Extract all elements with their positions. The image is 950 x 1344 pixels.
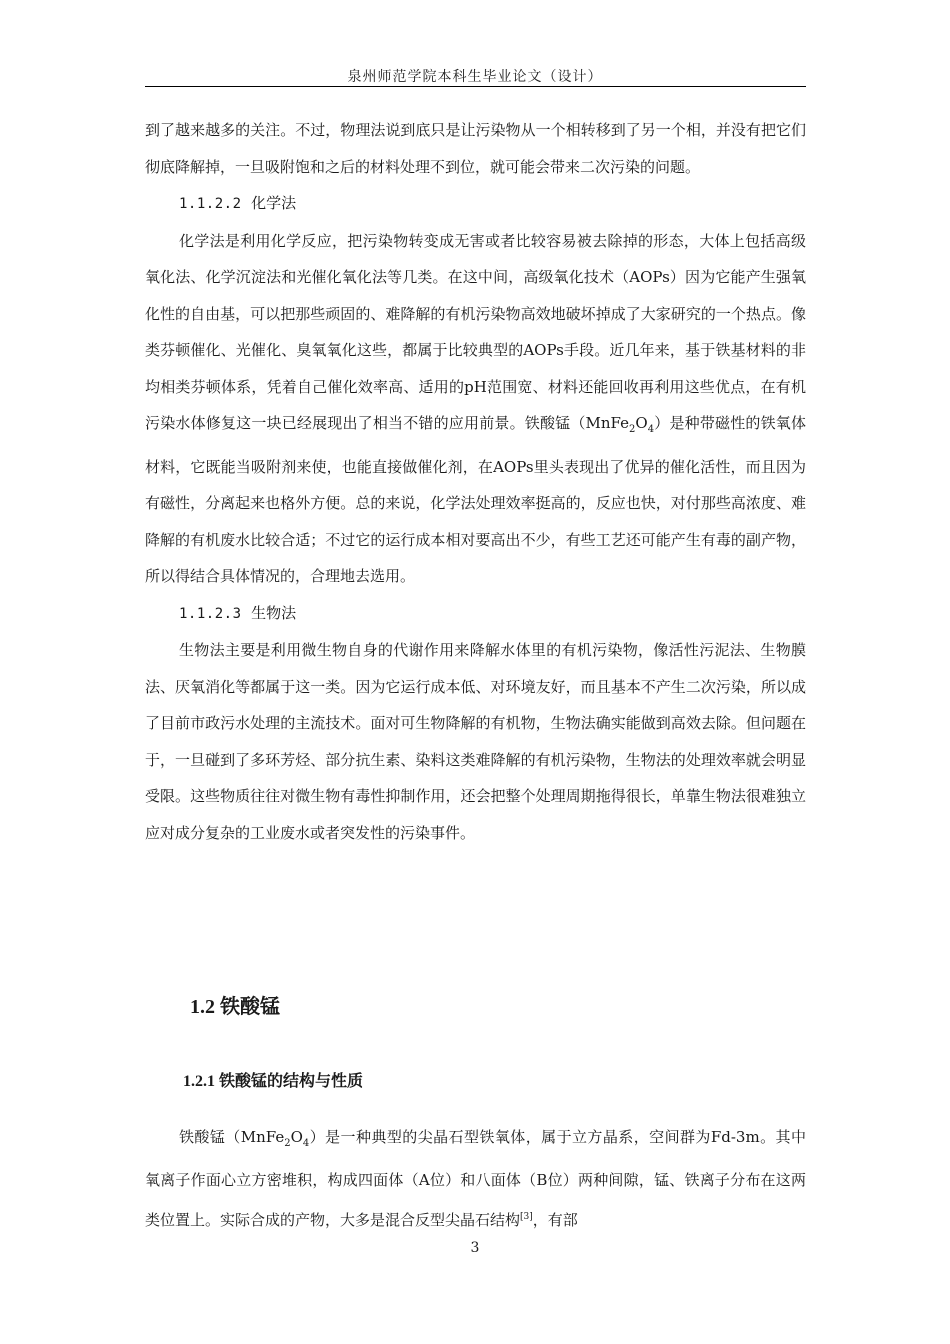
- text-run: ）是种带磁性的铁氧体材料，它既能当吸附剂来使，也能直接做催化剂，在AOPs里头表现出了优异的催化活性，而且因为有磁性，分离起来也格外方便。总的来说，化学法处理效率挺高的，反应也快，对付那些高浓度、难降解的有机废水比较合适；不过它的运行成本相对要高出不少，有些工艺还可能产生有毒的副产物，所以得结合具体情况的，合理地去选用。: [145, 414, 806, 585]
- section-heading: 1.2 铁酸锰: [190, 996, 280, 1018]
- main-body: [145, 112, 806, 851]
- text-run: ，有部: [532, 1211, 578, 1229]
- subsection-number: 1.1.2.2: [179, 196, 242, 212]
- subsection-heading-chemical: [145, 185, 806, 223]
- paragraph-structure: [145, 1119, 806, 1239]
- subsection-title: 化学法: [251, 194, 297, 212]
- page-number: 3: [470, 1240, 480, 1256]
- header-divider: [145, 86, 806, 87]
- text-run: O: [635, 414, 648, 432]
- subsection-number: 1.1.2.3: [179, 605, 242, 622]
- text-run: O: [290, 1128, 303, 1146]
- citation-reference[interactable]: [3]: [520, 1212, 533, 1222]
- subscript: 4: [302, 1138, 310, 1149]
- text-run: 铁酸锰（MnFe: [179, 1128, 285, 1146]
- subsection-heading-biological: [145, 595, 806, 633]
- text-run: ）是一种典型的尖晶石型铁氧体，属于立方晶系，空间群为Fd-3m。其中氧离子作面心立方密堆积，构成四面体（A位）和八面体（B位）两种间隙，锰、铁离子分布在这两类位置上。实际合成的产物，大多是混合反型尖晶石结构: [145, 1128, 806, 1229]
- paragraph-chemical-method: [145, 223, 806, 595]
- paragraph-biological-method: 生物法主要是利用微生物自身的代谢作用来降解水体里的有机污染物，像活性污泥法、生物膜法、厌氧消化等都属于这一类。因为它运行成本低、对环境友好，而且基本不产生二次污染，所以成了目前市政污水处理的主流技术。面对可生物降解的有机物，生物法确实能做到高效去除。但问题在于，一旦碰到了多环芳烃、部分抗生素、染料这类难降解的有机污染物，生物法的处理效率就会明显受限。这些物质往往对微生物有毒性抑制作用，还会把整个处理周期拖得很长，单靠生物法很难独立应对成分复杂的工业废水或者突发性的污染事件。: [145, 641, 806, 842]
- page-header: 泉州师范学院本科生毕业论文（设计）: [347, 69, 603, 85]
- subscript: 2: [629, 424, 636, 435]
- subsection-heading: 1.2.1 铁酸锰的结构与性质: [183, 1073, 364, 1090]
- subscript: 4: [647, 424, 655, 435]
- subsection-title: 生物法: [251, 603, 297, 622]
- paragraph-physical-method-end: 到了越来越多的关注。不过，物理法说到底只是让污染物从一个相转移到了另一个相，并没有把它们彻底降解掉，一旦吸附饱和之后的材料处理不到位，就可能会带来二次污染的问题。: [145, 121, 806, 176]
- subscript: 2: [284, 1138, 291, 1149]
- text-run: 化学法是利用化学反应，把污染物转变成无害或者比较容易被去除掉的形态，大体上包括高级氧化法、化学沉淀法和光催化氧化法等几类。在这中间，高级氧化技术（AOPs）因为它能产生强氧化性的自由基，可以把那些顽固的、难降解的有机污染物高效地破坏掉成了大家研究的一个热点。像类芬顿催化、光催化、臭氧氧化这些，都属于比较典型的AOPs手段。近几年来，基于铁基材料的非均相类芬顿体系，凭着自己催化效率高、适用的pH范围宽、材料还能回收再利用这些优点，在有机污染水体修复这一块已经展现出了相当不错的应用前景。铁酸锰（MnFe: [145, 231, 806, 432]
- section-body: [145, 1119, 806, 1239]
